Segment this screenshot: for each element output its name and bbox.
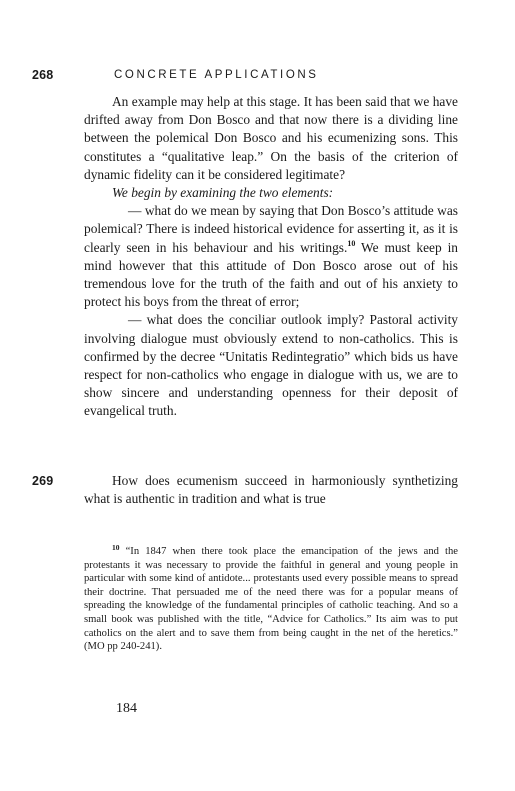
paragraph-polemical bbox=[84, 202, 458, 311]
polemical-text: — what do we mean by saying that Don Bosco’s attitude was polemical? There is indeed historical evidence for asserting it, as it is clearly seen in his behaviour and his writings. bbox=[84, 203, 458, 255]
footnote-reference: 10 bbox=[347, 238, 356, 248]
footnote-marker: 10 bbox=[112, 543, 120, 552]
paragraph-ecumenism: How does ecumenism succeed in harmoniously synthetizing what is authentic in tradition and what is true bbox=[84, 473, 458, 507]
margin-number-bottom: 269 bbox=[32, 474, 54, 488]
main-text bbox=[84, 93, 458, 421]
margin-number-top: 268 bbox=[32, 68, 54, 82]
paragraph-conciliar: — what does the conciliar outlook imply? Pastoral activity involving dialogue must obviously extend to non-catholics. This is confirmed by the decree “Unitatis Redintegratio” which bids us have respect for non-catholics who engage in dialogue with us, we are to show sincere and understanding openness for their deposit of evangelical truth. bbox=[84, 312, 458, 419]
paragraph-example: An example may help at this stage. It has been said that we have drifted away from Don Bosco and that now there is a dividing line between the polemical Don Bosco and his ecumenizing sons. This constitutes a “qualitative leap.” On the basis of the criterion of dynamic fidelity can it be considered legitimate? bbox=[84, 94, 458, 182]
two-elements-text: We begin by examining the two elements: bbox=[112, 185, 334, 201]
paragraph-two-elements bbox=[84, 184, 458, 202]
footnote bbox=[84, 541, 458, 654]
running-head: CONCRETE APPLICATIONS bbox=[114, 69, 319, 81]
footnote-text: “In 1847 when there took place the emancipation of the jews and the protestants it was necessary to provide the faithful in general and young people in particular with some kind of antidote... protestants used every possible means to spread their doctrine. That persuaded me of the need there was for a popular means of spreading the knowledge of the fundamental principles of catholic teaching. And so a small book was published with the title, “Advice for Catholics.” Its aim was to put catholics on the alert and to save them from being caught in the net of the heretics.” (MO pp 240-241). bbox=[84, 546, 458, 653]
main-text-continued bbox=[84, 472, 458, 508]
polemical-tail: We must keep in mind however that this attitude of Don Bosco arose out of his tremendous love for the truth of the faith and out of his anxiety to protect his boys from the threat of error; bbox=[84, 239, 458, 310]
page-number: 184 bbox=[116, 701, 137, 716]
footnote-paragraph bbox=[84, 541, 458, 654]
